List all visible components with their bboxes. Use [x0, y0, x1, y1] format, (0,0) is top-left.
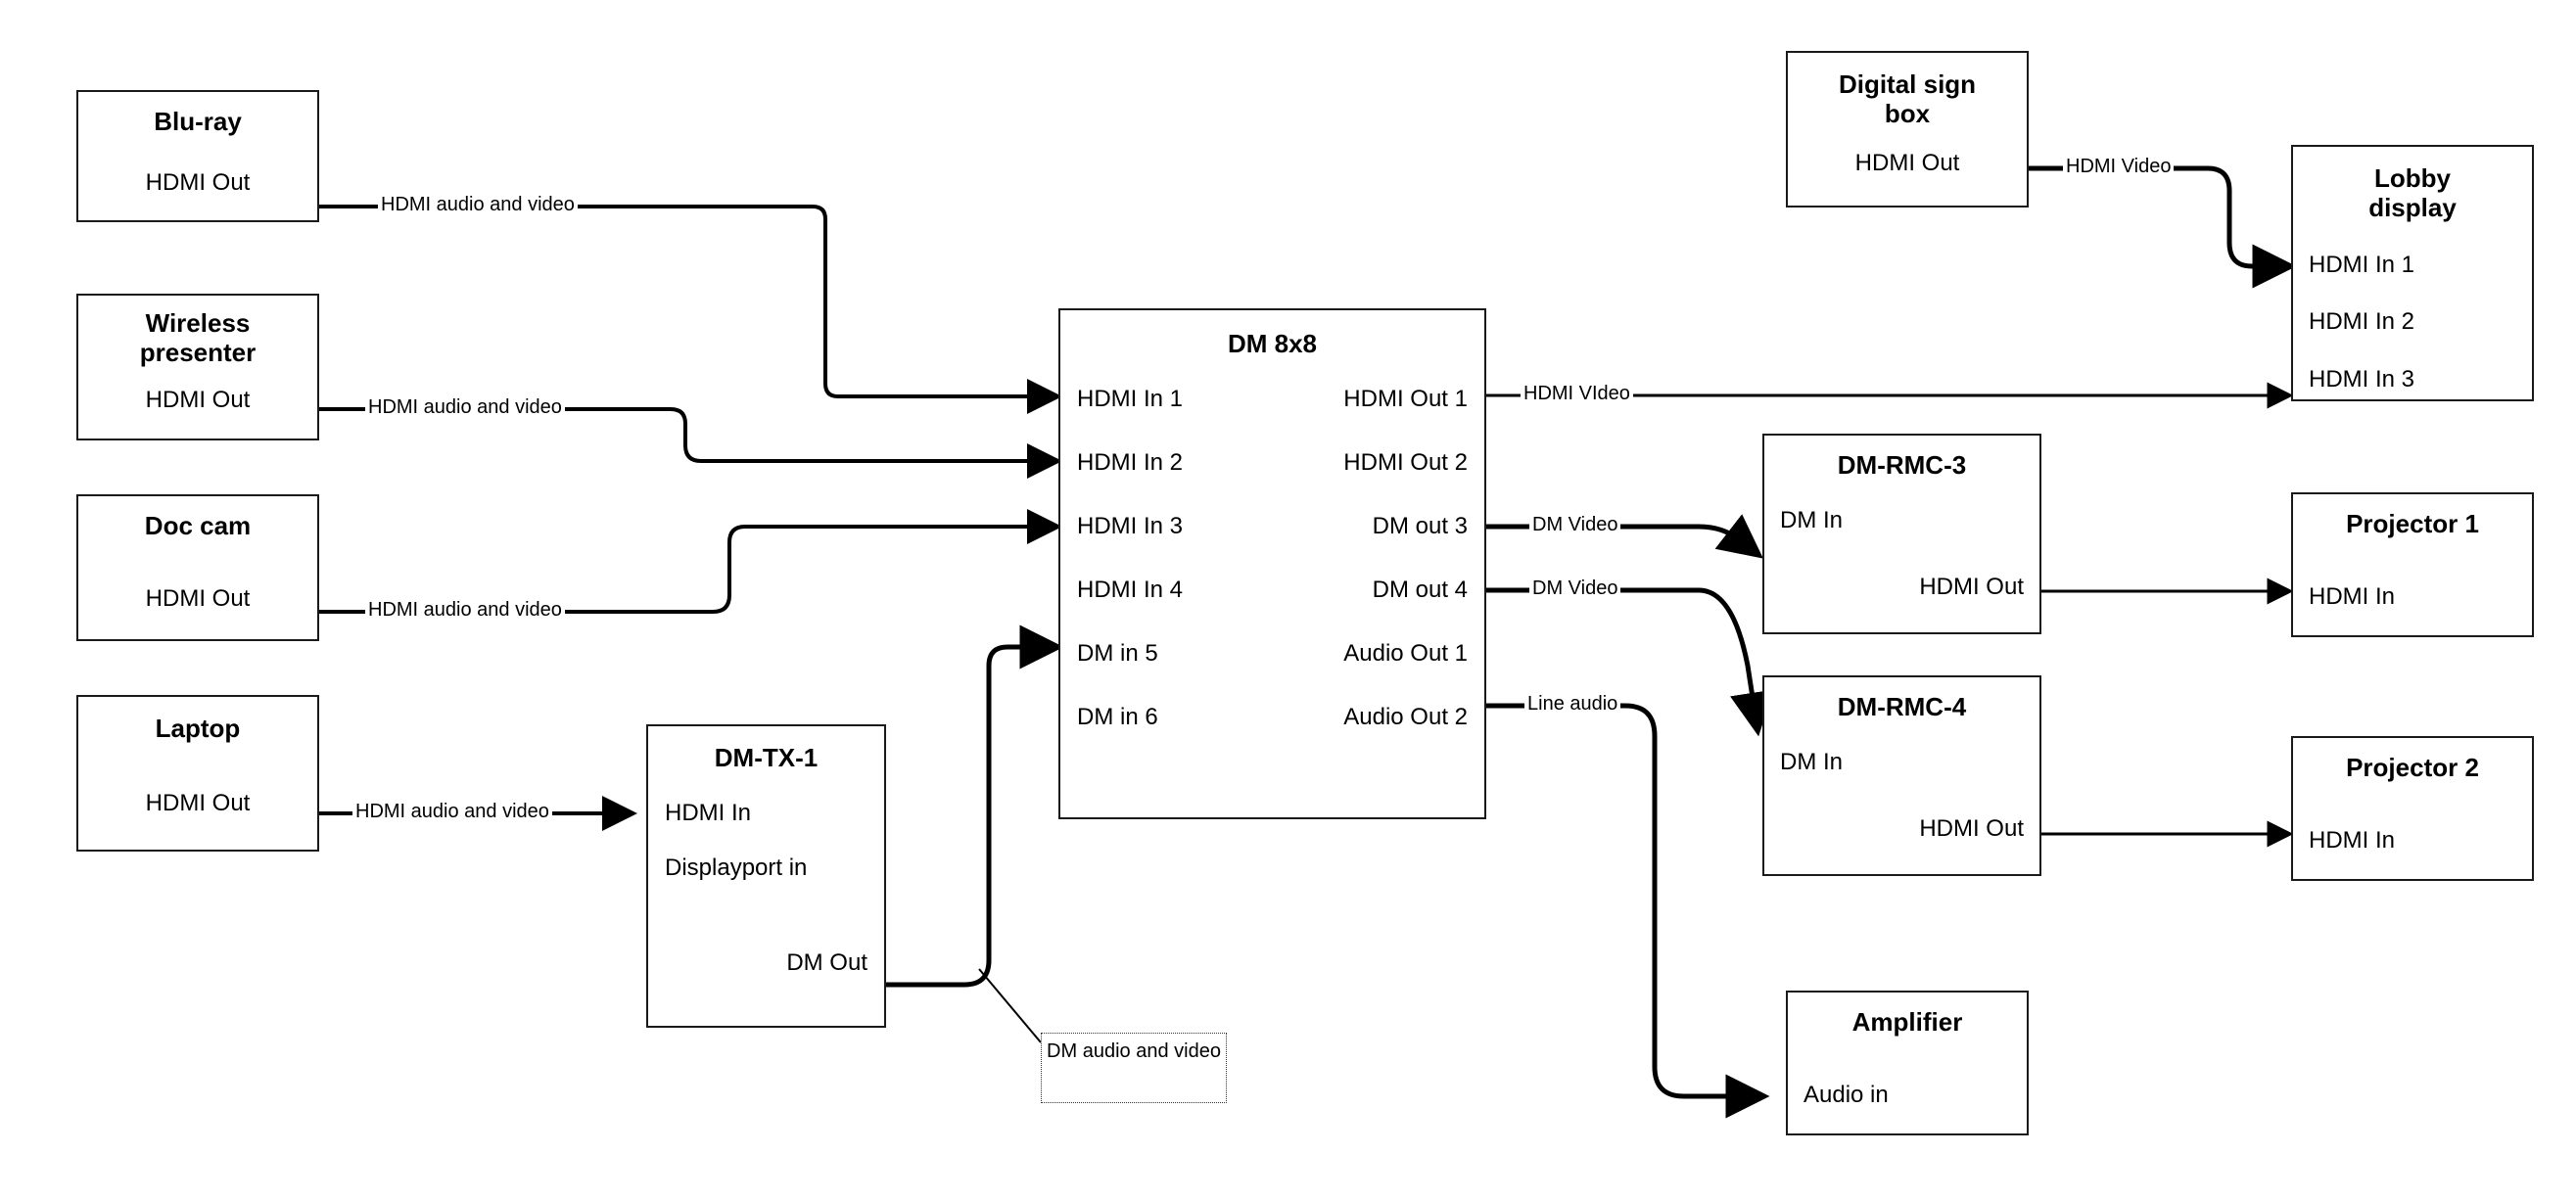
note-leader-line — [979, 969, 1041, 1042]
node-lobby-display-port-hdmi-in-3: HDMI In 3 — [2309, 365, 2415, 393]
node-dm-tx-1-title: DM-TX-1 — [714, 743, 819, 772]
node-dm-tx-1[interactable] — [646, 724, 886, 1028]
node-dm-8x8-port-audio-out-1: Audio Out 1 — [1343, 640, 1468, 667]
node-dm-8x8-port-hdmi-in-2: HDMI In 2 — [1077, 449, 1184, 476]
wire-label-wireless: HDMI audio and video — [365, 396, 565, 418]
wire-label-laptop: HDMI audio and video — [352, 801, 552, 822]
node-projector-1-title: Projector 1 — [2346, 509, 2479, 538]
node-dm-8x8-port-dm-out-3: DM out 3 — [1372, 513, 1468, 539]
node-laptop[interactable] — [76, 695, 319, 852]
wire-label-dm-video-3: DM Video — [1529, 514, 1620, 535]
node-dm-8x8-port-dm-out-4: DM out 4 — [1372, 577, 1468, 603]
node-lobby-display-title: Lobby display — [2368, 163, 2457, 222]
node-dm-8x8-port-hdmi-out-1: HDMI Out 1 — [1343, 386, 1468, 412]
wire-signbox-to-lobby — [2017, 168, 2289, 266]
node-dm-rmc-4-port-hdmi-out: HDMI Out — [1919, 815, 2024, 843]
node-dm-8x8[interactable] — [1058, 308, 1486, 819]
node-dm-8x8-port-audio-out-2: Audio Out 2 — [1343, 704, 1468, 730]
wire-label-dm-video-4: DM Video — [1529, 577, 1620, 599]
node-dm-tx-1-port-dm-out: DM Out — [786, 948, 867, 976]
node-bluray-port-hdmi-out: HDMI Out — [145, 168, 251, 196]
node-amplifier-port-audio-in: Audio in — [1803, 1081, 1889, 1108]
wire-label-line-audio: Line audio — [1524, 693, 1620, 715]
wire-label-bluray: HDMI audio and video — [378, 194, 578, 215]
node-amplifier[interactable] — [1786, 991, 2029, 1135]
node-projector-1-port-hdmi-in: HDMI In — [2309, 582, 2396, 610]
node-bluray[interactable] — [76, 90, 319, 222]
node-doc-cam[interactable] — [76, 494, 319, 641]
node-lobby-display-port-hdmi-in-2: HDMI In 2 — [2309, 308, 2415, 336]
node-dm-8x8-port-dm-in-6: DM in 6 — [1077, 704, 1158, 730]
wire-dmtx1-to-dm-in5 — [886, 647, 1056, 985]
node-wireless-presenter-title: Wireless presenter — [139, 308, 257, 367]
node-doc-cam-port-hdmi-out: HDMI Out — [145, 584, 251, 612]
node-dm-8x8-port-hdmi-in-4: HDMI In 4 — [1077, 577, 1184, 603]
node-lobby-display-port-hdmi-in-1: HDMI In 1 — [2309, 251, 2415, 278]
node-digital-sign-box-port-hdmi-out: HDMI Out — [1854, 149, 1960, 176]
node-dm-rmc-4-port-dm-in: DM In — [1780, 748, 1844, 775]
node-projector-1[interactable] — [2291, 492, 2534, 637]
node-laptop-port-hdmi-out: HDMI Out — [145, 789, 251, 816]
note-dm-audio-and-video: DM audio and video — [1041, 1033, 1227, 1103]
wire-dm-audioout1-to-amp — [1484, 706, 1762, 1096]
node-dm-8x8-port-hdmi-out-2: HDMI Out 2 — [1343, 449, 1468, 476]
node-dm-rmc-3-port-dm-in: DM In — [1780, 506, 1844, 533]
node-laptop-title: Laptop — [155, 714, 241, 743]
node-dm-rmc-4-title: DM-RMC-4 — [1837, 692, 1967, 721]
node-doc-cam-title: Doc cam — [144, 511, 252, 540]
node-digital-sign-box[interactable] — [1786, 51, 2029, 208]
wire-label-signbox-hdmi-video: HDMI Video — [2063, 156, 2174, 177]
node-lobby-display[interactable] — [2291, 145, 2534, 401]
node-wireless-presenter[interactable] — [76, 294, 319, 440]
node-dm-rmc-3-title: DM-RMC-3 — [1837, 450, 1967, 480]
node-dm-tx-1-port-displayport-in: Displayport in — [665, 855, 808, 882]
wire-bluray-to-dm-in1 — [319, 207, 1056, 396]
node-dm-8x8-port-hdmi-in-3: HDMI In 3 — [1077, 513, 1184, 539]
wire-label-dm-hdmi-video: HDMI VIdeo — [1521, 383, 1633, 404]
node-projector-2[interactable] — [2291, 736, 2534, 881]
node-dm-tx-1-port-hdmi-in: HDMI In — [665, 799, 752, 826]
node-projector-2-title: Projector 2 — [2346, 753, 2479, 782]
node-amplifier-title: Amplifier — [1851, 1007, 1963, 1037]
node-dm-rmc-3-port-hdmi-out: HDMI Out — [1919, 574, 2024, 601]
node-dm-8x8-port-dm-in-5: DM in 5 — [1077, 640, 1158, 667]
node-wireless-presenter-port-hdmi-out: HDMI Out — [145, 386, 251, 413]
node-dm-8x8-title: DM 8x8 — [1227, 329, 1318, 358]
node-digital-sign-box-title: Digital sign box — [1838, 69, 1977, 128]
node-projector-2-port-hdmi-in: HDMI In — [2309, 826, 2396, 854]
wire-dm-out3-to-rmc3 — [1484, 527, 1757, 554]
node-dm-rmc-3[interactable] — [1762, 434, 2041, 634]
wire-label-doccam: HDMI audio and video — [365, 599, 565, 621]
node-dm-8x8-port-hdmi-in-1: HDMI In 1 — [1077, 386, 1184, 412]
node-dm-rmc-4[interactable] — [1762, 675, 2041, 876]
node-bluray-title: Blu-ray — [154, 107, 242, 136]
